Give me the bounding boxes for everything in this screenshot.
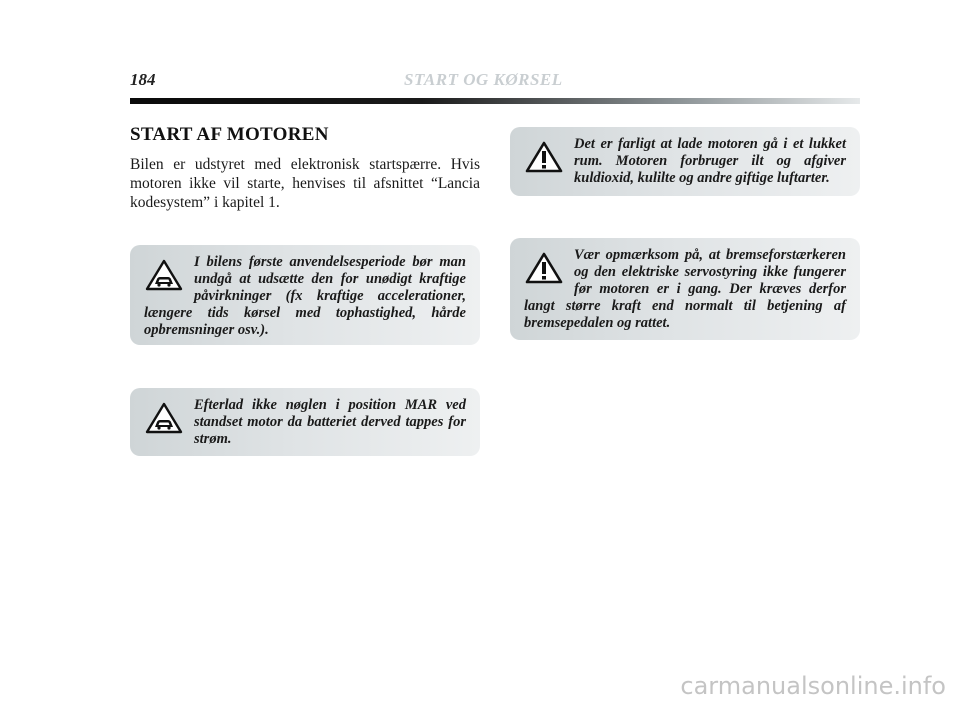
- warning-text: Det er farligt at lade motoren gå i et lukket rum. Motoren forbruger ilt og afgiver kuldioxid, kulilte og andre giftige luftarter.: [574, 136, 846, 186]
- section-heading: START AF MOTOREN: [130, 124, 329, 145]
- car-care-icon: [144, 401, 184, 435]
- note-text: I bilens første anvendelsesperiode bør man undgå at udsætte den for unødigt kraftige påvirkninger (fx kraftige accelerationer, længere tids kørsel med tophastighed, hårde opbremsninger osv.).: [144, 254, 466, 338]
- section-body: Bilen er udstyret med elektronisk startspærre. Hvis motoren ikke vil starte, henvises til afsnittet “Lancia kodesystem” i kapitel 1.: [130, 156, 480, 211]
- note-key-position: [130, 388, 480, 456]
- note-text: Efterlad ikke nøglen i position MAR ved standset motor da batteriet derved tappes for strøm.: [194, 397, 466, 447]
- warning-icon: [524, 251, 564, 285]
- warning-icon: [524, 140, 564, 174]
- header-rule: [130, 98, 860, 104]
- watermark: carmanualsonline.info: [680, 672, 946, 700]
- warning-text: Vær opmærksom på, at bremseforstærkeren og den elektriske servostyring ikke fungerer før motoren er i gang. Der kræves derfor langt større kraft end normalt til betjening af bremsepedalen og rattet.: [524, 247, 846, 331]
- note-first-use: [130, 245, 480, 345]
- warning-servo: [510, 238, 860, 340]
- warning-exhaust: [510, 127, 860, 196]
- running-title: START OG KØRSEL: [404, 70, 563, 89]
- car-care-icon: [144, 258, 184, 292]
- page-number: 184: [130, 70, 156, 89]
